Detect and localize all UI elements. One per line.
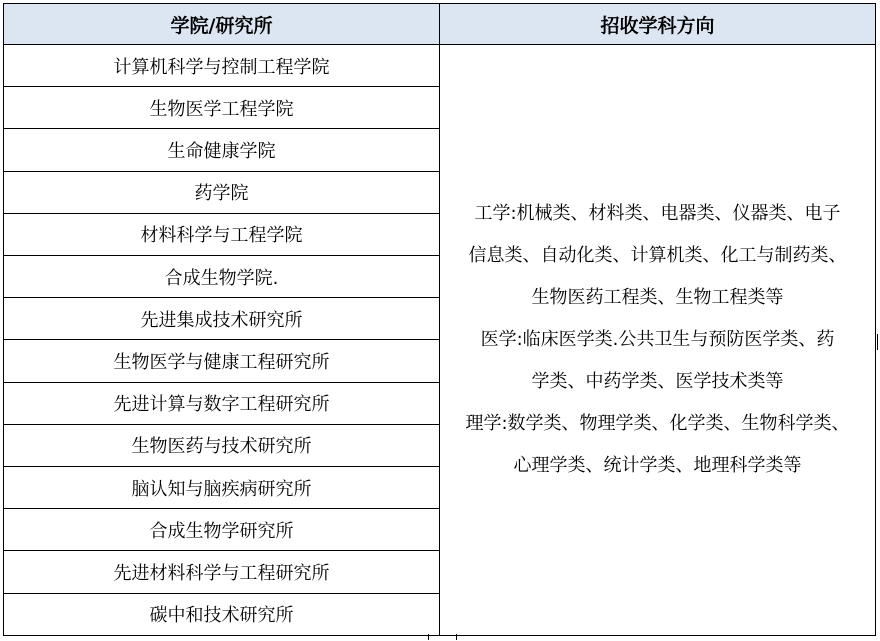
- direction-line: 工学:机械类、材料类、电器类、仪器类、电子: [474, 203, 841, 224]
- table-row: [4, 45, 876, 87]
- institution-cell: 碳中和技术研究所: [4, 593, 440, 635]
- direction-line: 心理学类、统计学类、地理科学类等: [513, 455, 802, 476]
- header-row: [4, 4, 876, 45]
- header-institution: 学院/研究所: [4, 4, 440, 45]
- enrollment-table: [3, 3, 876, 636]
- institution-cell: 生物医学工程学院: [4, 87, 440, 129]
- institution-cell: 生物医药与技术研究所: [4, 424, 440, 466]
- institution-cell: 合成生物学院.: [4, 256, 440, 298]
- institution-cell: 合成生物学研究所: [4, 509, 440, 551]
- direction-line: 医学:临床医学类.公共卫生与预防医学类、药: [480, 329, 835, 350]
- institution-cell: 先进集成技术研究所: [4, 298, 440, 340]
- institution-cell: 计算机科学与控制工程学院: [4, 45, 440, 87]
- institution-cell: 材料科学与工程学院: [4, 213, 440, 255]
- institution-cell: 先进材料科学与工程研究所: [4, 551, 440, 593]
- header-direction: 招收学科方向: [440, 4, 876, 45]
- direction-line: 生物医药工程类、生物工程类等: [531, 287, 784, 308]
- institution-cell: 先进计算与数字工程研究所: [4, 382, 440, 424]
- institution-cell: 脑认知与脑疾病研究所: [4, 467, 440, 509]
- institution-cell: 生物医学与健康工程研究所: [4, 340, 440, 382]
- direction-line: 信息类、自动化类、计算机类、化工与制药类、: [468, 245, 847, 266]
- direction-line: 理学:数学类、物理学类、化学类、生物科学类、: [465, 413, 850, 434]
- direction-cell: [440, 45, 876, 636]
- border-tick: [456, 634, 457, 640]
- institution-cell: 生命健康学院: [4, 129, 440, 171]
- border-tick: [877, 334, 878, 350]
- institution-cell: 药学院: [4, 171, 440, 213]
- border-tick: [428, 634, 429, 640]
- direction-line: 学类、中药学类、医学技术类等: [531, 371, 784, 392]
